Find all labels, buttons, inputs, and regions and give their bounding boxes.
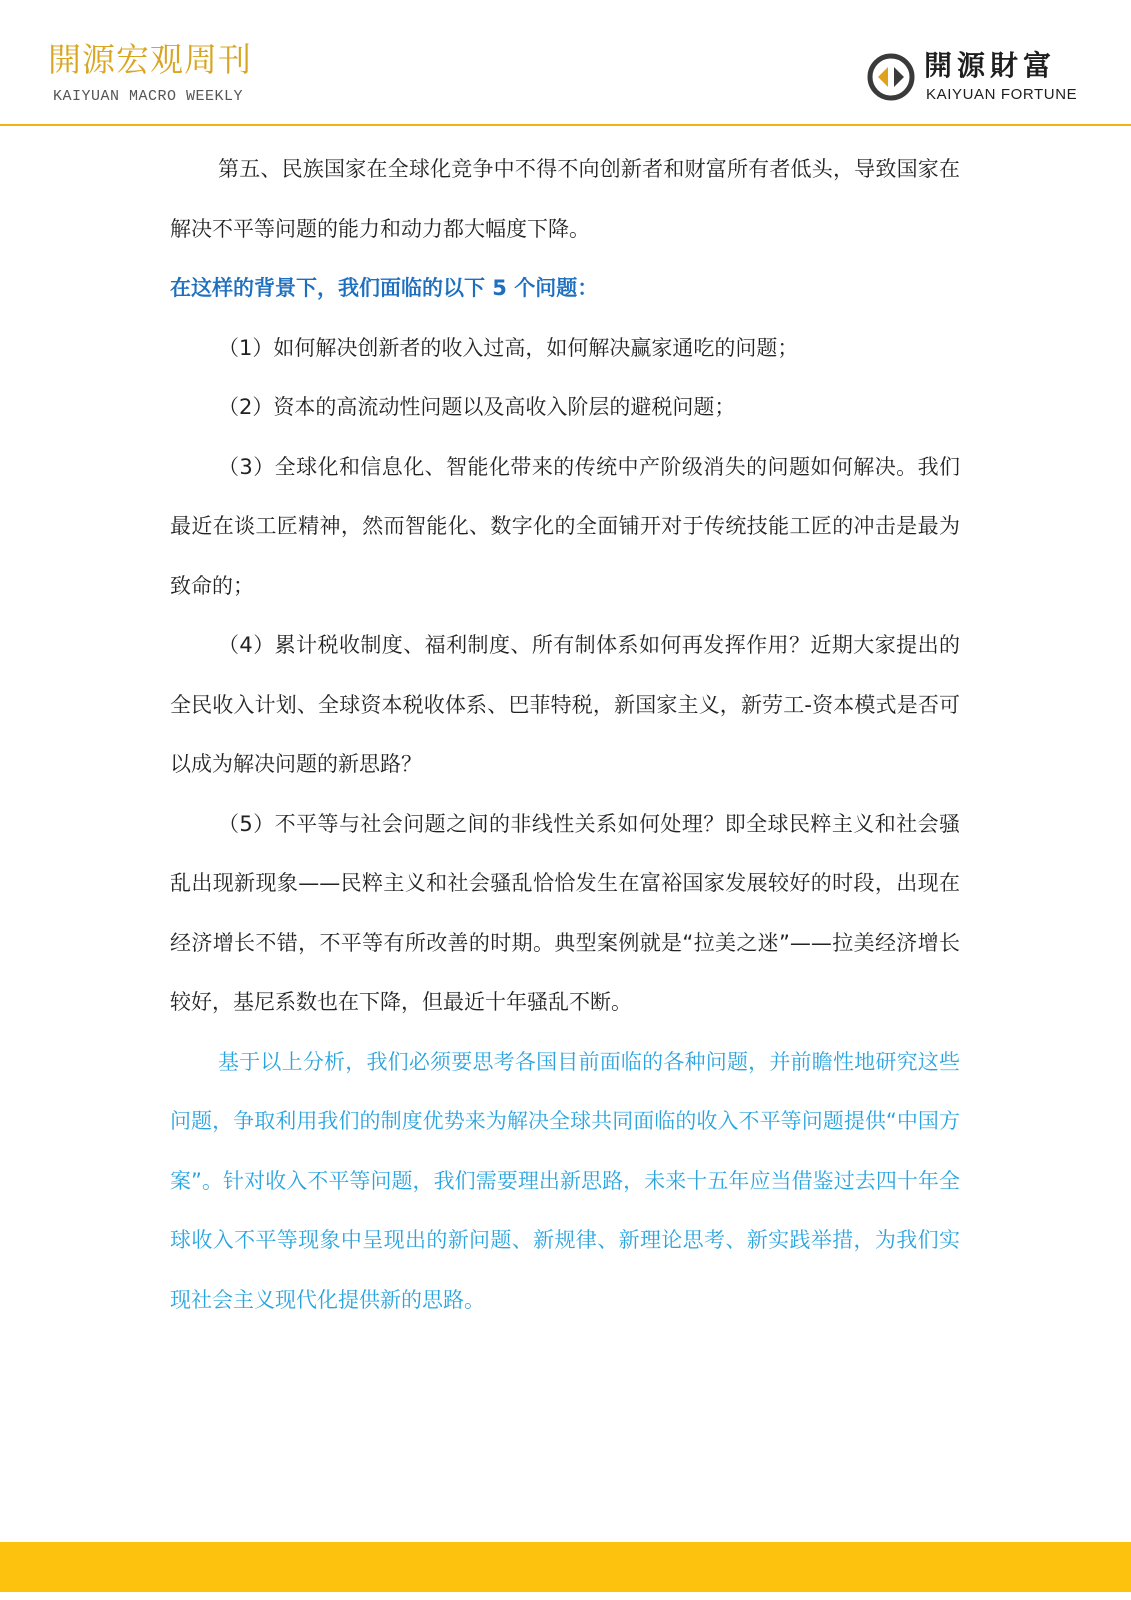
kaiyuan-logo-icon [866,52,916,102]
company-logo [866,50,1096,108]
section-heading: 在这样的背景下，我们面临的以下 5 个问题： [170,276,599,300]
list-item-4: （4）累计税收制度、福利制度、所有制体系如何再发挥作用？近期大家提出的全民收入计划、全球资本税收体系、巴菲特税，新国家主义，新劳工-资本模式是否可以成为解决问题的新思路？ [170,633,960,776]
paragraph-fifth-point: 第五、民族国家在全球化竞争中不得不向创新者和财富所有者低头，导致国家在解决不平等问题的能力和动力都大幅度下降。 [170,157,960,241]
footer-bar [0,1542,1131,1592]
article-body [170,140,960,1330]
list-item-3: （3）全球化和信息化、智能化带来的传统中产阶级消失的问题如何解决。我们最近在谈工匠精神，然而智能化、数字化的全面铺开对于传统技能工匠的冲击是最为致命的； [170,454,960,598]
list-item-2: （2）资本的高流动性问题以及高收入阶层的避税问题； [218,395,736,419]
header-divider [0,124,1131,126]
list-item-5: （5）不平等与社会问题之间的非线性关系如何处理？即全球民粹主义和社会骚乱出现新现象——民粹主义和社会骚乱恰恰发生在富裕国家发展较好的时段，出现在经济增长不错，不平等有所改善的时期。典型案例就是“拉美之迷”——拉美经济增长较好，基尼系数也在下降，但最近十年骚乱不断。 [170,811,960,1014]
list-item-1: （1）如何解决创新者的收入过高，如何解决赢家通吃的问题； [218,335,799,360]
logo-text-en: KAIYUAN FORTUNE [926,86,1078,103]
publication-title: 開源宏观周刊 [48,40,252,79]
publication-subtitle: KAIYUAN MACRO WEEKLY [53,88,244,105]
logo-text-cn: 開源財富 [924,49,1057,82]
page-header [0,0,1131,126]
conclusion-paragraph: 基于以上分析，我们必须要思考各国目前面临的各种问题，并前瞻性地研究这些问题，争取利用我们的制度优势来为解决全球共同面临的收入不平等问题提供“中国方案”。针对收入不平等问题，我们需要理出新思路，未来十五年应当借鉴过去四十年全球收入不平等现象中呈现出的新问题、新规律、新理论思考、新实践举措，为我们实现社会主义现代化提供新的思路。 [170,1049,960,1312]
